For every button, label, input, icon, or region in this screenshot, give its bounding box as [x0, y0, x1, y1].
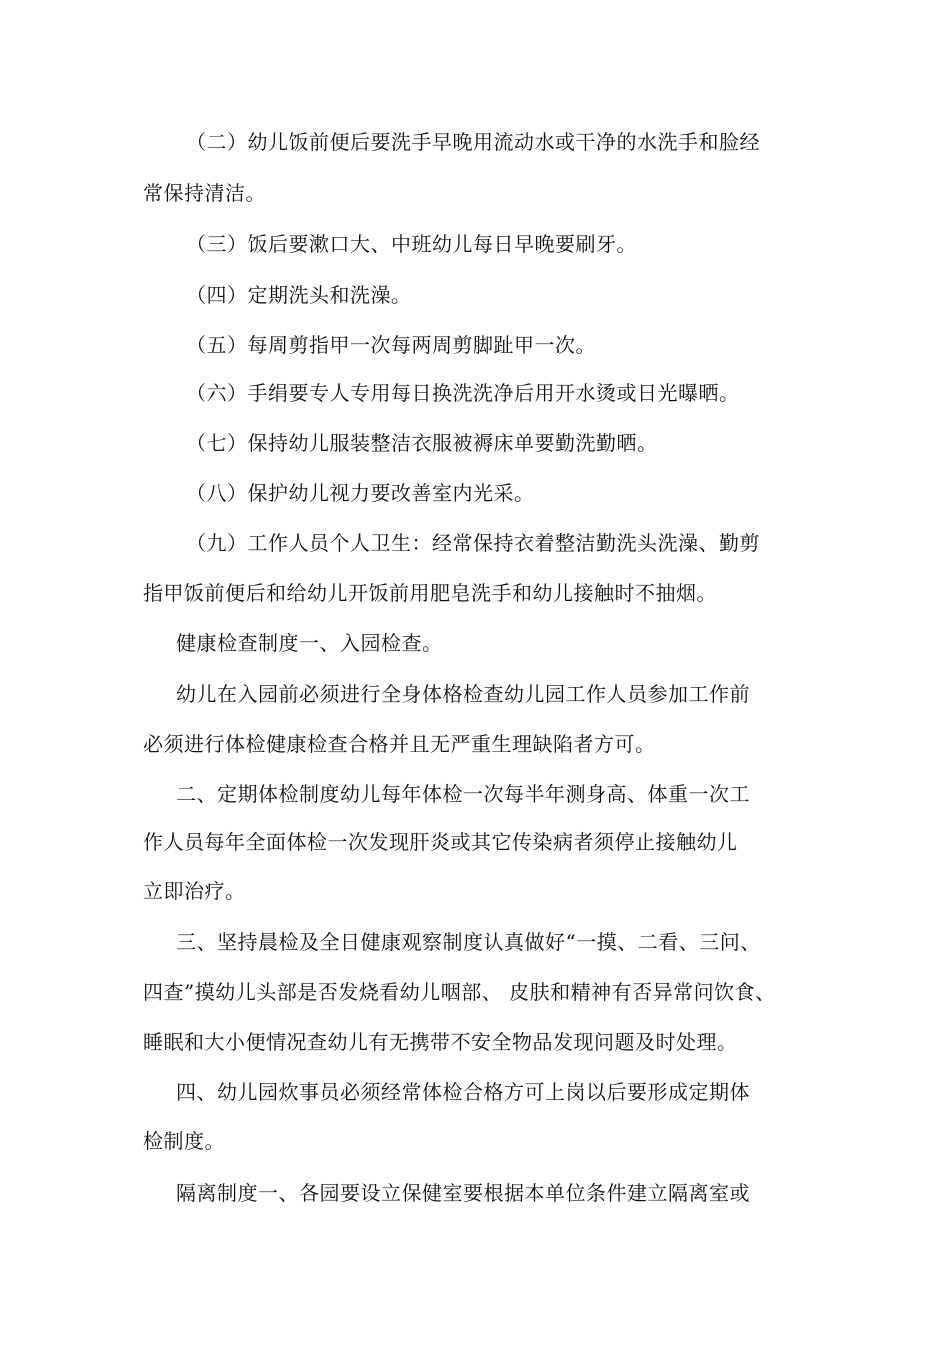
text-line: 立即治疗。 [143, 879, 246, 903]
text-line: 必须进行体检健康检查合格并且无严重生理缺陷者方可。 [143, 732, 656, 756]
text-line: 指甲饭前便后和给幼儿开饭前用肥皂洗手和幼儿接触时不抽烟。 [143, 581, 717, 605]
text-line: 健康检查制度一、入园检查。 [176, 631, 443, 655]
text-line: 二、定期体检制度幼儿每年体检一次每半年测身高、体重一次工 [176, 782, 750, 806]
text-line: （九）工作人员个人卫生：经常保持衣着整洁勤洗头洗澡、勤剪 [186, 531, 760, 555]
text-line: 四查”摸幼儿头部是否发烧看幼儿咽部、 皮肤和精神有否异常问饮食、 [143, 980, 776, 1004]
text-line: 检制度。 [143, 1129, 225, 1153]
text-line: （六）手绢要专人专用每日换洗洗净后用开水烫或日光曝晒。 [186, 381, 740, 405]
text-line: （三）饭后要漱口大、中班幼儿每日早晚要刷牙。 [186, 232, 637, 256]
text-line: 四、幼儿园炊事员必须经常体检合格方可上岗以后要形成定期体 [176, 1080, 750, 1104]
text-line: （五）每周剪指甲一次每两周剪脚趾甲一次。 [186, 333, 596, 357]
text-line: （八）保护幼儿视力要改善室内光采。 [186, 481, 535, 505]
text-line: 隔离制度一、各园要设立保健室要根据本单位条件建立隔离室或 [176, 1181, 750, 1205]
text-line: （四）定期洗头和洗澡。 [186, 283, 412, 307]
text-line: 幼儿在入园前必须进行全身体格检查幼儿园工作人员参加工作前 [176, 682, 750, 706]
text-line: （七）保持幼儿服装整洁衣服被褥床单要勤洗勤晒。 [186, 431, 658, 455]
text-line: （二）幼儿饭前便后要洗手早晚用流动水或干净的水洗手和脸经 [186, 130, 760, 154]
text-line: 常保持清洁。 [143, 181, 266, 205]
text-line: 三、坚持晨检及全日健康观察制度认真做好“一摸、二看、三问、 [176, 930, 761, 954]
text-line: 作人员每年全面体检一次发现肝炎或其它传染病者须停止接触幼儿 [143, 830, 738, 854]
text-line: 睡眠和大小便情况查幼儿有无携带不安全物品发现问题及时处理。 [143, 1030, 738, 1054]
